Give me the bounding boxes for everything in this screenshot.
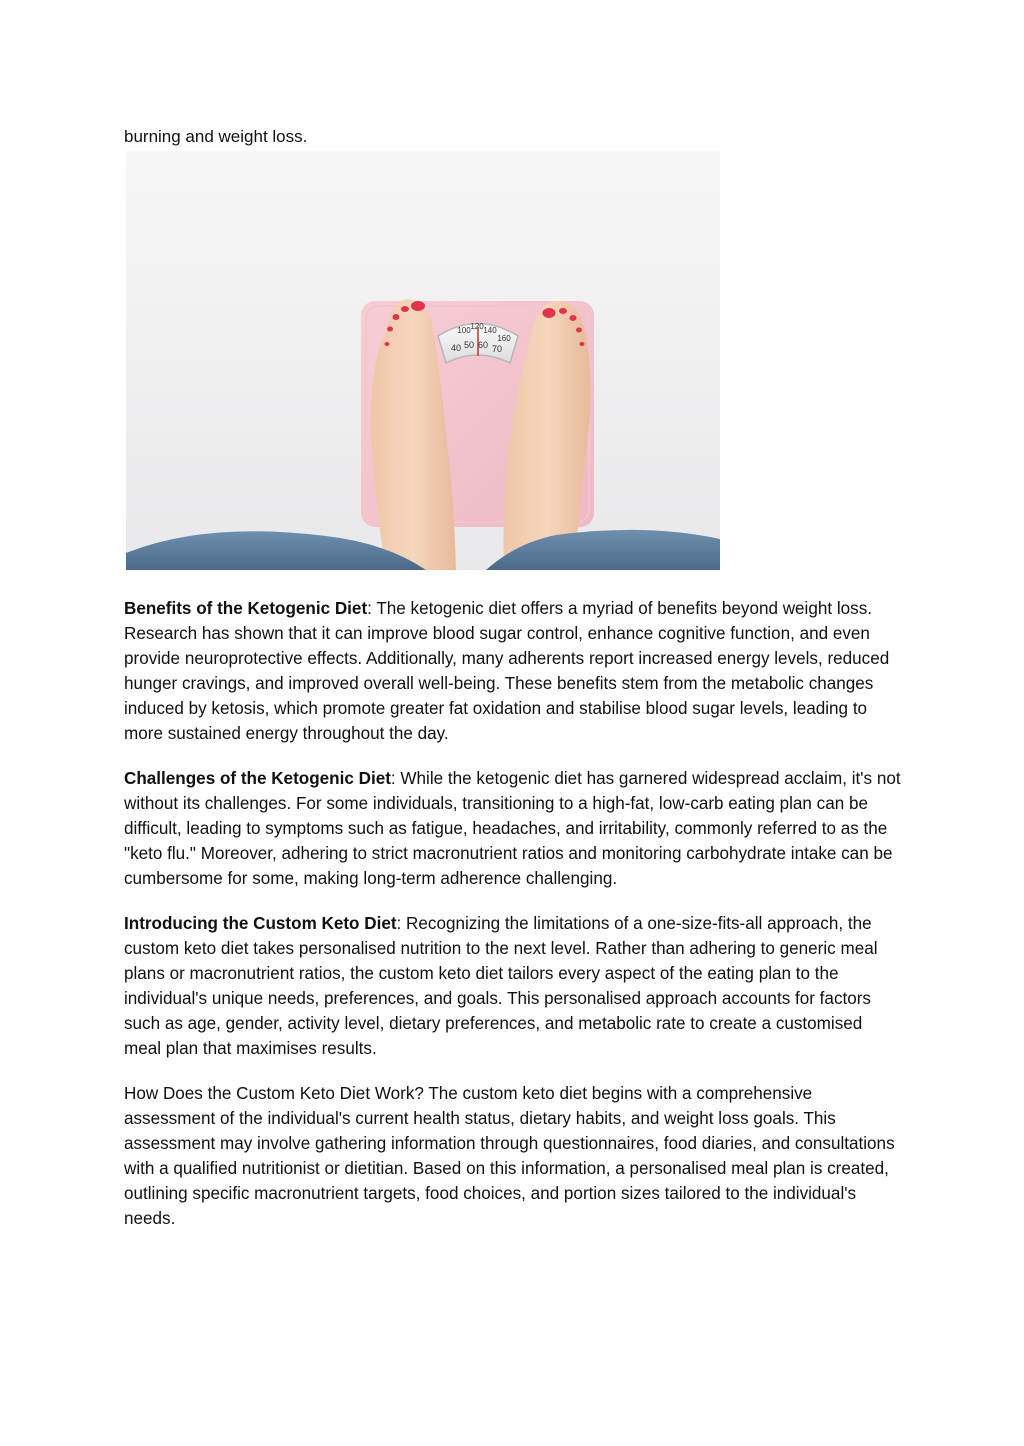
dial-number: 120 [470,322,484,331]
paragraph-text: : The ketogenic diet offers a myriad of benefits beyond weight loss. Research has shown that it can improve blood sugar control, enhance cognitive function, and even provide neuroprotective effects. Additionally, many adherents report increased energy levels, reduced hunger cravings, and improved overall well-being. These benefits stem from the metabolic changes induced by ketosis, which promote greater fat oxidation and stabilise blood sugar levels, leading to more sustained energy throughout the day. [124,599,890,743]
paragraph-how-it-works [124,1081,904,1231]
article-body [124,596,904,1251]
dial-number: 50 [463,340,475,350]
dial-number: 160 [497,334,511,343]
dial-number: 100 [457,326,471,335]
person-on-scale-photo [126,151,720,570]
paragraph-custom-keto [124,911,904,1061]
dial-number: 140 [483,326,497,335]
paragraph-text: : While the ketogenic diet has garnered widespread acclaim, it's not without its challenges. For some individuals, transitioning to a high-fat, low-carb eating plan can be difficult, leading to symptoms such as fatigue, headaches, and irritability, commonly referred to as the "keto flu." Moreover, adhering to strict macronutrient ratios and monitoring carbohydrate intake can be cumbersome for some, making long-term adherence challenging. [124,769,901,888]
paragraph-heading: Introducing the Custom Keto Diet [124,914,397,933]
dial-number: 60 [477,340,489,350]
paragraph-text: : Recognizing the limitations of a one-size-fits-all approach, the custom keto diet takes personalised nutrition to the next level. Rather than adhering to generic meal plans or macronutrient ratios, the custom keto diet tailors every aspect of the eating plan to the individual's unique needs, preferences, and goals. This personalised approach accounts for factors such as age, gender, activity level, dietary preferences, and metabolic rate to create a customised meal plan that maximises results. [124,914,878,1058]
lead-text: burning and weight loss. [124,127,308,146]
paragraph-heading: Challenges of the Ketogenic Diet [124,769,391,788]
dial-number: 40 [450,343,462,353]
dial-number: 70 [491,344,503,354]
paragraph-benefits [124,596,904,746]
paragraph-heading: Benefits of the Ketogenic Diet [124,599,368,618]
paragraph-challenges [124,766,904,891]
paragraph-text: How Does the Custom Keto Diet Work? The custom keto diet begins with a comprehensive assessment of the individual's current health status, dietary habits, and weight loss goals. This assessment may involve gathering information through questionnaires, food diaries, and consultations with a qualified nutritionist or dietitian. Based on this information, a personalised meal plan is created, outlining specific macronutrient targets, food choices, and portion sizes tailored to the individual's needs. [124,1084,895,1228]
